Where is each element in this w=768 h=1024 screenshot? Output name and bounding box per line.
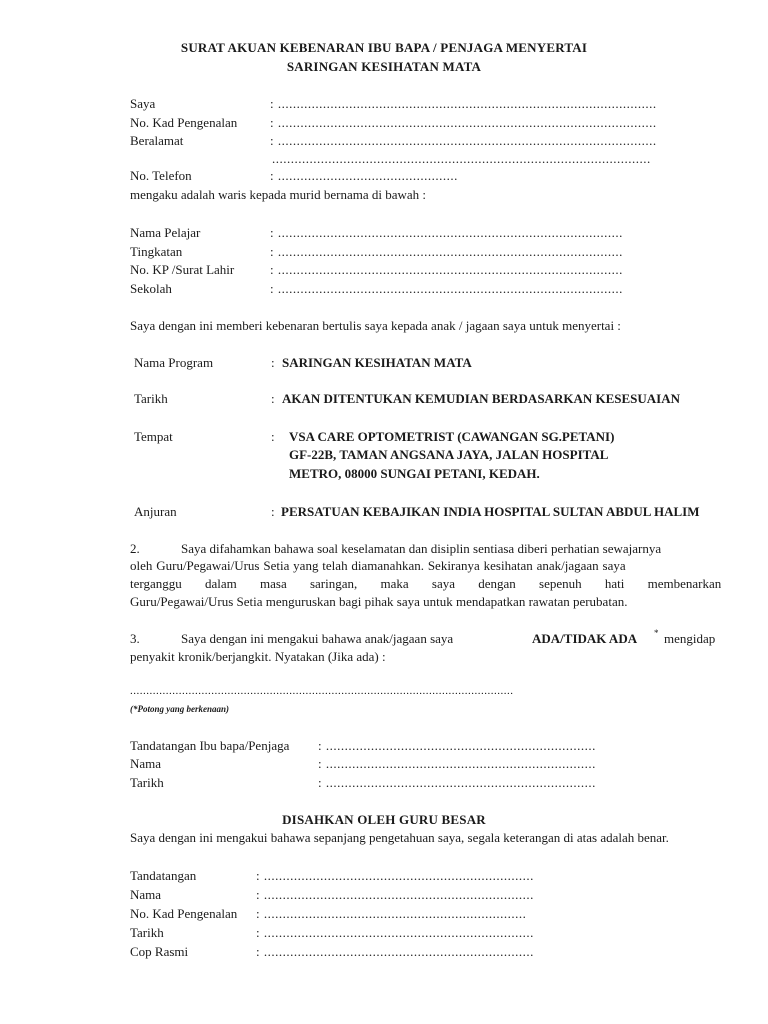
program-place-line1: VSA CARE OPTOMETRIST (CAWANGAN SG.PETANI) — [289, 429, 615, 444]
program-place-line2: GF-22B, TAMAN ANGSANA JAYA, JALAN HOSPITAL — [289, 447, 609, 462]
parent-name-field[interactable]: : ........................................................................ — [318, 756, 596, 771]
para2-line2: oleh Guru/Pegawai/Urus Setia yang telah diamanahkan. Sekiranya kesihatan anak/jagaan saya — [130, 558, 626, 573]
student-name-field[interactable]: : ............................................................................................ — [270, 225, 623, 240]
hm-signature-label: Tandatangan — [130, 868, 197, 883]
program-name-label: Nama Program — [134, 355, 214, 370]
para3-number: 3. — [130, 631, 140, 646]
form-level-field[interactable]: : ............................................................................................ — [270, 244, 623, 259]
headmaster-statement: Saya dengan ini mengakui bahawa sepanjang pengetahuan saya, segala keterangan di atas adalah benar. — [130, 830, 669, 845]
organizer-colon: : — [271, 504, 275, 519]
organizer-label: Anjuran — [134, 504, 177, 519]
saya-field[interactable]: : ..................................................................................................... — [270, 96, 657, 111]
hm-name-field[interactable]: : ........................................................................ — [256, 887, 534, 902]
hm-name-label: Nama — [130, 887, 162, 902]
form-title-line2: SARINGAN KESIHATAN MATA — [286, 59, 482, 74]
para3-emphasis[interactable]: ADA/TIDAK ADA — [532, 631, 638, 646]
hm-ic-field[interactable]: : ...................................................................... — [256, 906, 527, 921]
parent-name-label: Nama — [130, 756, 162, 771]
program-name-value: SARINGAN KESIHATAN MATA — [282, 355, 472, 370]
program-date-label: Tarikh — [134, 391, 168, 406]
headmaster-heading: DISAHKAN OLEH GURU BESAR — [282, 812, 486, 827]
permission-statement: Saya dengan ini memberi kebenaran bertulis saya kepada anak / jagaan saya untuk menyertai : — [130, 318, 621, 333]
program-place-label: Tempat — [134, 429, 173, 444]
strike-out-note: (*Potong yang berkenaan) — [130, 704, 229, 714]
school-label: Sekolah — [130, 281, 172, 296]
hm-signature-field[interactable]: : ........................................................................ — [256, 868, 534, 883]
address-field-continued[interactable]: ..................................................................................................... — [272, 151, 651, 166]
para2-line3: terganggu dalam masa saringan, maka saya dengan sepenuh hati membenarkan — [130, 576, 722, 591]
program-date-value: AKAN DITENTUKAN KEMUDIAN BERDASARKAN KESESUAIAN — [282, 391, 680, 406]
hm-date-label: Tarikh — [130, 925, 164, 940]
para2-line4: Guru/Pegawai/Urus Setia menguruskan bagi pihak saya untuk mendapatkan rawatan perubatan. — [130, 594, 628, 609]
address-field[interactable]: : ..................................................................................................... — [270, 133, 657, 148]
para3-text-before: Saya dengan ini mengakui bahawa anak/jagaan saya — [181, 631, 454, 646]
hm-ic-label: No. Kad Pengenalan — [130, 906, 238, 921]
para3-text-after: mengidap — [664, 631, 716, 646]
phone-field[interactable]: : ................................................ — [270, 168, 458, 183]
official-stamp-label: Cop Rasmi — [130, 944, 189, 959]
organizer-value: PERSATUAN KEBAJIKAN INDIA HOSPITAL SULTAN ABDUL HALIM — [281, 504, 700, 519]
birth-cert-label: No. KP /Surat Lahir — [130, 262, 235, 277]
para3-line2: penyakit kronik/berjangkit. Nyatakan (Jika ada) : — [130, 649, 386, 664]
phone-label: No. Telefon — [130, 168, 192, 183]
para2-line1: Saya difahamkan bahawa soal keselamatan dan disiplin sentiasa diberi perhatian sewajarnya — [181, 541, 662, 556]
parent-signature-field[interactable]: : ........................................................................ — [318, 738, 596, 753]
date-colon: : — [271, 391, 275, 406]
parent-date-label: Tarikh — [130, 775, 164, 790]
ic-label: No. Kad Pengenalan — [130, 115, 238, 130]
ic-field[interactable]: : ..................................................................................................... — [270, 115, 657, 130]
guardian-declaration: mengaku adalah waris kepada murid bernama di bawah : — [130, 187, 426, 202]
form-level-label: Tingkatan — [130, 244, 183, 259]
place-colon: : — [271, 429, 275, 444]
parent-date-field[interactable]: : ........................................................................ — [318, 775, 596, 790]
para3-asterisk: * — [654, 628, 659, 638]
chronic-illness-field[interactable]: ...................................................................................................................... — [130, 685, 514, 697]
birth-cert-field[interactable]: : ............................................................................................ — [270, 262, 623, 277]
program-colon: : — [271, 355, 275, 370]
school-field[interactable]: : ............................................................................................ — [270, 281, 623, 296]
hm-date-field[interactable]: : ........................................................................ — [256, 925, 534, 940]
para2-number: 2. — [130, 541, 140, 556]
program-place-line3: METRO, 08000 SUNGAI PETANI, KEDAH. — [289, 466, 540, 481]
address-label: Beralamat — [130, 133, 184, 148]
parent-signature-label: Tandatangan Ibu bapa/Penjaga — [130, 738, 290, 753]
student-name-label: Nama Pelajar — [130, 225, 201, 240]
saya-label: Saya — [130, 96, 156, 111]
form-title-line1: SURAT AKUAN KEBENARAN IBU BAPA / PENJAGA MENYERTAI — [180, 40, 588, 55]
official-stamp-field[interactable]: : ........................................................................ — [256, 944, 534, 959]
